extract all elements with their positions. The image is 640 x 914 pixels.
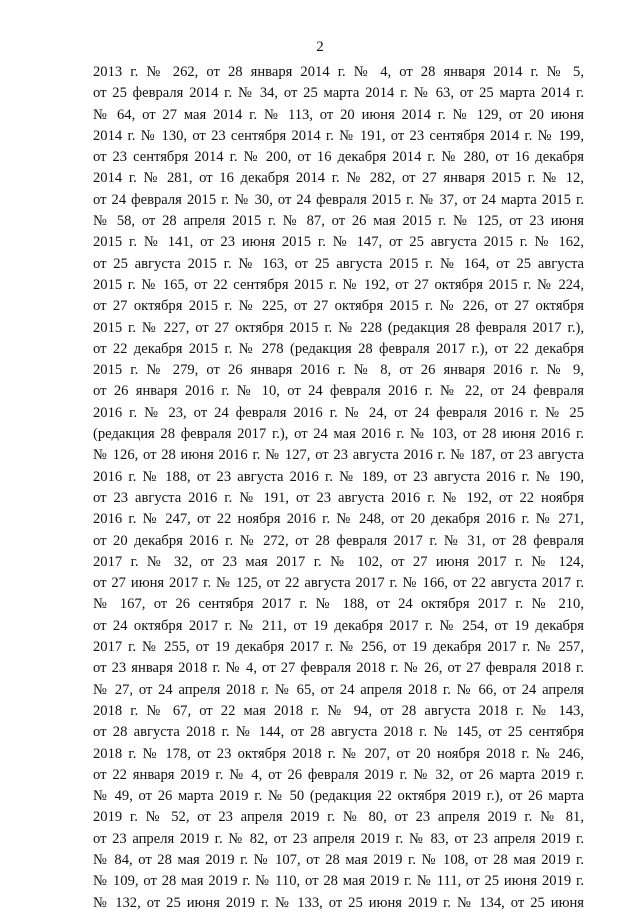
text-line: № 126, от 28 июня 2016 г. № 127, от 23 августа 2016 г. № 187, от 23 августа: [93, 447, 584, 464]
text-line: 2014 г. № 130, от 23 сентября 2014 г. № 191, от 23 сентября 2014 г. № 199,: [93, 127, 584, 144]
text-line-wrapper: [93, 275, 584, 296]
body-text: [93, 62, 584, 914]
text-line-wrapper: [93, 211, 584, 232]
text-line: 2016 г. № 247, от 22 ноября 2016 г. № 248, от 20 декабря 2016 г. № 271,: [93, 511, 584, 528]
text-line-wrapper: [93, 722, 584, 743]
text-line-wrapper: [93, 509, 584, 530]
text-line: 2016 г. № 188, от 23 августа 2016 г. № 189, от 23 августа 2016 г. № 190,: [93, 468, 584, 485]
text-line: 2015 г. № 279, от 26 января 2016 г. № 8, от 26 января 2016 г. № 9,: [93, 362, 584, 379]
text-line-wrapper: [93, 83, 584, 104]
text-line: 2017 г. № 32, от 23 мая 2017 г. № 102, от 27 июня 2017 г. № 124,: [93, 553, 584, 570]
text-line-wrapper: [93, 616, 584, 637]
text-line-wrapper: [93, 168, 584, 189]
text-line: 2018 г. № 67, от 22 мая 2018 г. № 94, от 28 августа 2018 г. № 143,: [93, 702, 584, 719]
text-line: 2019 г. № 52, от 23 апреля 2019 г. № 80, от 23 апреля 2019 г. № 81,: [93, 809, 584, 826]
text-line-wrapper: [93, 552, 584, 573]
text-line-wrapper: [93, 147, 584, 168]
text-line-wrapper: [93, 105, 584, 126]
text-line: 2013 г. № 262, от 28 января 2014 г. № 4, от 28 января 2014 г. № 5,: [93, 64, 584, 80]
text-line: 2015 г. № 165, от 22 сентября 2015 г. № 192, от 27 октября 2015 г. № 224,: [93, 276, 584, 293]
text-line: 2014 г. № 281, от 16 декабря 2014 г. № 282, от 27 января 2015 г. № 12,: [93, 170, 584, 187]
text-line-wrapper: [93, 254, 584, 275]
text-line-wrapper: [93, 445, 584, 466]
text-line-wrapper: [93, 531, 584, 552]
text-line: № 132, от 25 июня 2019 г. № 133, от 25 июня 2019 г. № 134, от 25 июня: [93, 894, 584, 911]
text-line: от 24 февраля 2015 г. № 30, от 24 февраля 2015 г. № 37, от 24 марта 2015 г.: [93, 191, 584, 208]
text-line-wrapper: [93, 765, 584, 786]
text-line-wrapper: [93, 680, 584, 701]
text-line: от 28 августа 2018 г. № 144, от 28 августа 2018 г. № 145, от 25 сентября: [93, 724, 584, 741]
text-line-wrapper: [93, 339, 584, 360]
text-line-wrapper: [93, 62, 584, 83]
text-line-wrapper: [93, 807, 584, 828]
text-line: № 58, от 28 апреля 2015 г. № 87, от 26 мая 2015 г. № 125, от 23 июня: [93, 213, 584, 230]
text-line-wrapper: [93, 786, 584, 807]
text-line: 2017 г. № 255, от 19 декабря 2017 г. № 256, от 19 декабря 2017 г. № 257,: [93, 639, 584, 656]
text-line-wrapper: [93, 190, 584, 211]
text-line: 2016 г. № 23, от 24 февраля 2016 г. № 24, от 24 февраля 2016 г. № 25: [93, 404, 584, 421]
text-line: № 109, от 28 мая 2019 г. № 110, от 28 мая 2019 г. № 111, от 25 июня 2019 г.: [93, 873, 584, 890]
text-line: от 27 октября 2015 г. № 225, от 27 октября 2015 г. № 226, от 27 октября: [93, 298, 584, 315]
text-line: от 23 сентября 2014 г. № 200, от 16 декабря 2014 г. № 280, от 16 декабря: [93, 149, 584, 166]
text-line-wrapper: [93, 573, 584, 594]
text-line: № 64, от 27 мая 2014 г. № 113, от 20 июня 2014 г. № 129, от 20 июня: [93, 106, 584, 123]
text-line: от 26 января 2016 г. № 10, от 24 февраля 2016 г. № 22, от 24 февраля: [93, 383, 584, 400]
text-line-wrapper: [93, 403, 584, 424]
text-line: от 24 октября 2017 г. № 211, от 19 декабря 2017 г. № 254, от 19 декабря: [93, 617, 584, 634]
text-line: 2015 г. № 141, от 23 июня 2015 г. № 147, от 25 августа 2015 г. № 162,: [93, 234, 584, 251]
text-line: от 22 января 2019 г. № 4, от 26 февраля 2019 г. № 32, от 26 марта 2019 г.: [93, 766, 584, 783]
text-line: от 23 апреля 2019 г. № 82, от 23 апреля 2019 г. № 83, от 23 апреля 2019 г.: [93, 830, 584, 847]
text-line-wrapper: [93, 829, 584, 850]
text-line-wrapper: [93, 424, 584, 445]
text-line-wrapper: [93, 594, 584, 615]
page-number: 2: [316, 39, 324, 55]
text-line-wrapper: [93, 658, 584, 679]
text-line: от 25 февраля 2014 г. № 34, от 25 марта 2014 г. № 63, от 25 марта 2014 г.: [93, 85, 584, 102]
text-line: № 84, от 28 мая 2019 г. № 107, от 28 мая 2019 г. № 108, от 28 мая 2019 г.: [93, 851, 584, 868]
text-line-wrapper: [93, 637, 584, 658]
text-line: № 167, от 26 сентября 2017 г. № 188, от 24 октября 2017 г. № 210,: [93, 596, 584, 613]
text-line: от 22 декабря 2015 г. № 278 (редакция 28 февраля 2017 г.), от 22 декабря: [93, 340, 584, 357]
text-line-wrapper: [93, 744, 584, 765]
text-line: № 27, от 24 апреля 2018 г. № 65, от 24 апреля 2018 г. № 66, от 24 апреля: [93, 681, 584, 698]
text-line: от 20 декабря 2016 г. № 272, от 28 февраля 2017 г. № 31, от 28 февраля: [93, 532, 584, 549]
text-line: № 49, от 26 марта 2019 г. № 50 (редакция 22 октября 2019 г.), от 26 марта: [93, 788, 584, 805]
text-line-wrapper: [93, 381, 584, 402]
text-line-wrapper: [93, 467, 584, 488]
text-line: от 27 июня 2017 г. № 125, от 22 августа 2017 г. № 166, от 22 августа 2017 г.: [93, 575, 584, 592]
text-line-wrapper: [93, 871, 584, 892]
text-line-wrapper: [93, 488, 584, 509]
text-line-wrapper: [93, 701, 584, 722]
text-line-wrapper: [93, 318, 584, 339]
text-line-wrapper: [93, 126, 584, 147]
text-line: 2018 г. № 178, от 23 октября 2018 г. № 207, от 20 ноября 2018 г. № 246,: [93, 745, 584, 762]
text-line: (редакция 28 февраля 2017 г.), от 24 мая 2016 г. № 103, от 28 июня 2016 г.: [93, 426, 584, 443]
text-line-wrapper: [93, 360, 584, 381]
text-line: 2015 г. № 227, от 27 октября 2015 г. № 228 (редакция 28 февраля 2017 г.),: [93, 319, 584, 336]
text-line: от 23 января 2018 г. № 4, от 27 февраля 2018 г. № 26, от 27 февраля 2018 г.: [93, 660, 584, 677]
text-line-wrapper: [93, 232, 584, 253]
text-line: от 23 августа 2016 г. № 191, от 23 августа 2016 г. № 192, от 22 ноября: [93, 489, 584, 506]
text-line: от 25 августа 2015 г. № 163, от 25 августа 2015 г. № 164, от 25 августа: [93, 255, 584, 272]
text-line-wrapper: [93, 850, 584, 871]
text-line-wrapper: [93, 296, 584, 317]
text-line-wrapper: [93, 893, 584, 914]
